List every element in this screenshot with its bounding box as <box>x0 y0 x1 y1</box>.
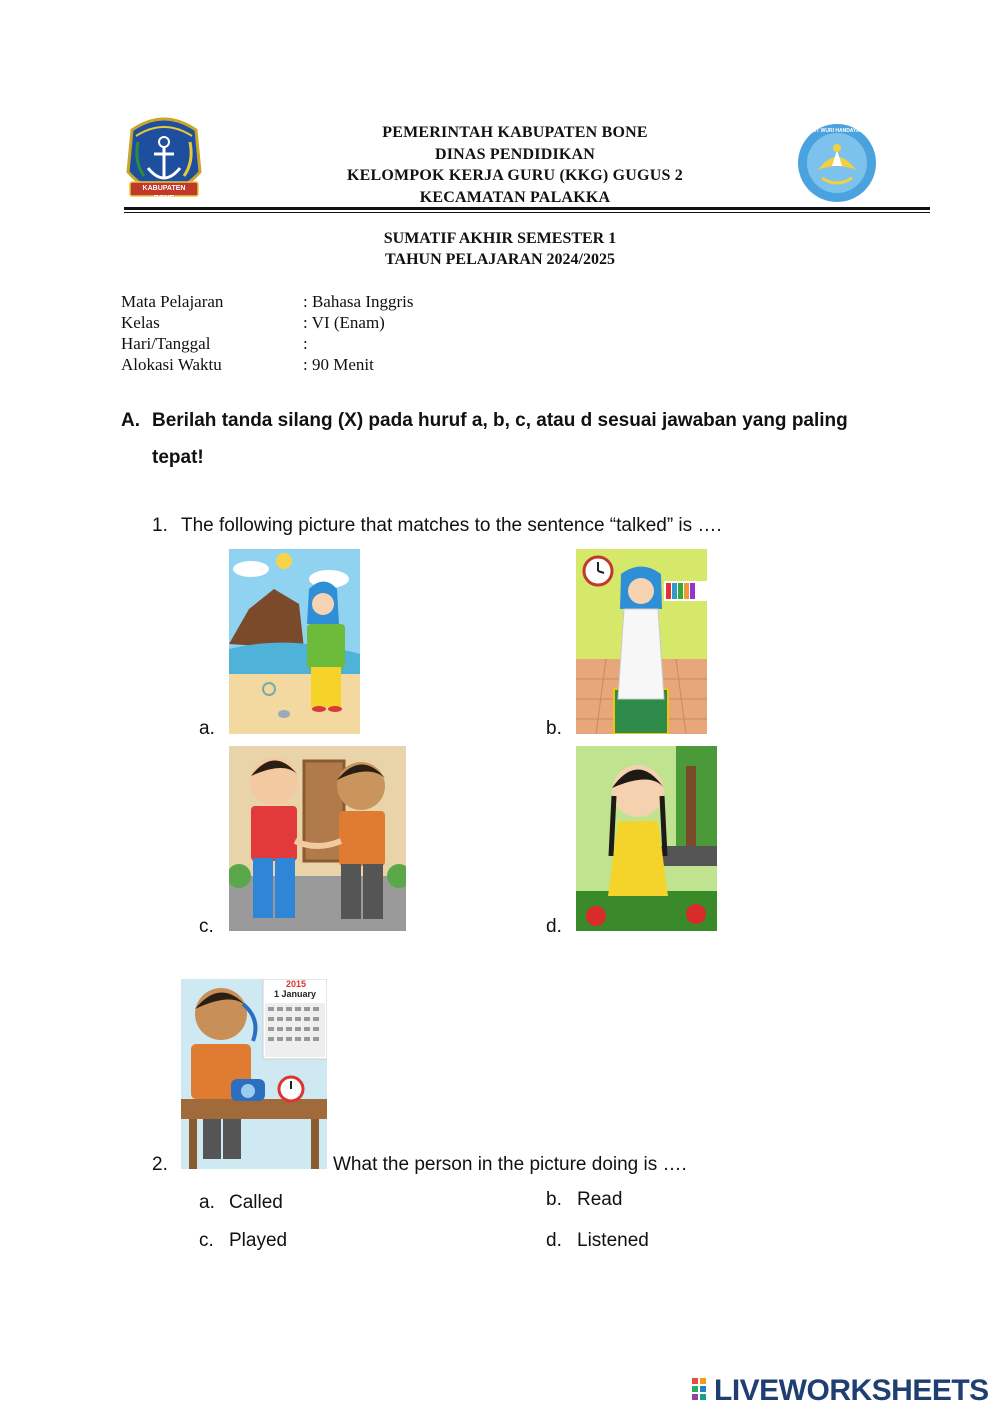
question-1-text: The following picture that matches to the sentence “talked” is …. <box>181 515 722 536</box>
calendar-year: 2015 <box>285 979 307 989</box>
question-1-number: 1. <box>152 515 168 536</box>
q2-option-c-letter[interactable]: c. <box>199 1230 214 1251</box>
info-value: : Bahasa Inggris <box>303 292 414 311</box>
header-line-4: KECAMATAN PALAKKA <box>419 188 611 206</box>
info-label: Kelas <box>121 313 160 332</box>
info-label: Hari/Tanggal <box>121 334 211 353</box>
tut-wuri-handayani-logo <box>796 122 878 204</box>
question-2-number: 2. <box>152 1154 168 1175</box>
section-letter: A. <box>121 410 140 431</box>
kabupaten-bone-logo <box>124 112 204 207</box>
q1-option-a-letter[interactable]: a. <box>199 718 215 739</box>
header-rule-thin <box>124 212 930 213</box>
liveworksheets-brand <box>692 1374 992 1408</box>
q2-option-b-letter[interactable]: b. <box>546 1189 562 1210</box>
letterhead <box>300 122 730 208</box>
exam-info <box>121 291 521 375</box>
question-2-picture <box>181 979 327 1169</box>
q1-option-a-picture[interactable] <box>229 549 360 734</box>
q1-option-d-picture[interactable] <box>576 746 717 931</box>
q1-option-c-letter[interactable]: c. <box>199 916 214 937</box>
question-2-text: What the person in the picture doing is …. <box>333 1154 687 1175</box>
header-line-3: KELOMPOK KERJA GURU (KKG) GUGUS 2 <box>347 167 683 184</box>
q2-option-d-letter[interactable]: d. <box>546 1230 562 1251</box>
q2-option-b-label[interactable]: Read <box>577 1189 623 1210</box>
q1-option-b-letter[interactable]: b. <box>546 718 562 739</box>
header-line-2: DINAS PENDIDIKAN <box>434 145 596 163</box>
info-value: : VI (Enam) <box>303 313 385 332</box>
exam-title: SUMATIF AKHIR SEMESTER 1 <box>383 230 617 247</box>
info-label: Mata Pelajaran <box>121 292 224 311</box>
right-logo-text: TUT WURI HANDAYANI <box>809 128 865 134</box>
header-line-1: PEMERINTAH KABUPATEN BONE <box>382 124 648 141</box>
info-row <box>121 312 521 333</box>
q2-option-c-label[interactable]: Played <box>229 1230 288 1251</box>
q2-option-a-label[interactable]: Called <box>229 1192 283 1213</box>
info-label: Alokasi Waktu <box>121 355 222 374</box>
calendar-month: 1 January <box>273 989 317 999</box>
brand-name: LIVEWORKSHEETS <box>714 1374 989 1407</box>
info-row <box>121 354 521 375</box>
q1-option-b-picture[interactable] <box>576 549 707 734</box>
info-row <box>121 333 521 354</box>
info-row <box>121 291 521 312</box>
q2-option-a-letter[interactable]: a. <box>199 1192 215 1213</box>
q1-option-d-letter[interactable]: d. <box>546 916 562 937</box>
exam-year: TAHUN PELAJARAN 2024/2025 <box>385 251 615 268</box>
liveworksheets-logo-icon <box>692 1378 714 1404</box>
q2-option-d-label[interactable]: Listened <box>577 1230 649 1251</box>
section-instruction-line-2: tepat! <box>152 447 204 468</box>
header-rule-thick <box>124 207 930 210</box>
q1-option-c-picture[interactable] <box>229 746 406 931</box>
section-instruction-line-1: Berilah tanda silang (X) pada huruf a, b, c, atau d sesuai jawaban yang paling <box>152 410 848 431</box>
info-value: : 90 Menit <box>303 355 374 374</box>
left-logo-text: KABUPATEN BONE <box>142 185 186 202</box>
info-value: : <box>303 334 308 353</box>
